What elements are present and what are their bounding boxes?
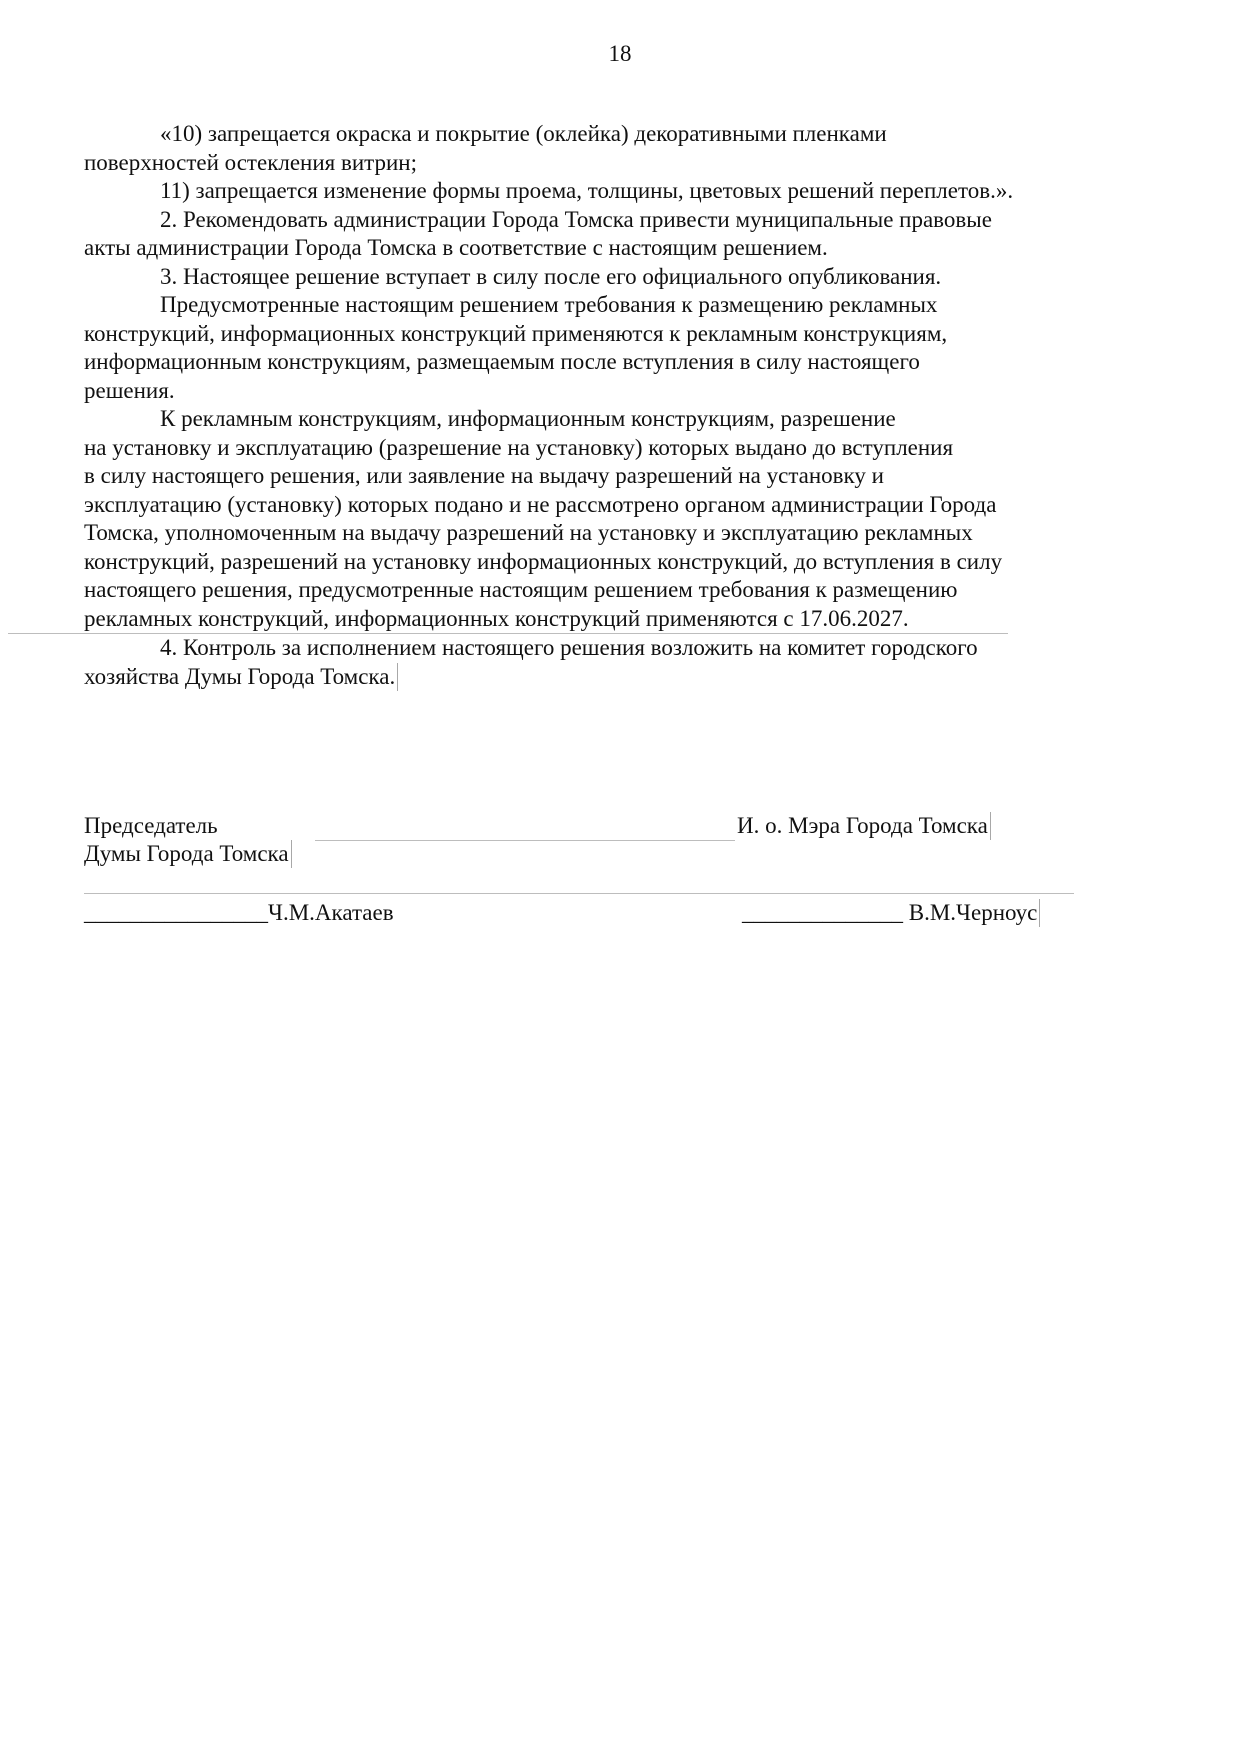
paragraph-line: информационным конструкциям, размещаемым после вступления в силу настоящего (84, 349, 920, 374)
paragraph-line: «10) запрещается окраска и покрытие (оклейка) декоративными пленками (160, 121, 887, 146)
paragraph-line: 2. Рекомендовать администрации Города Томска привести муниципальные правовые (160, 206, 992, 232)
paragraph-line: хозяйства Думы Города Томска. (8, 663, 398, 692)
document-body (84, 120, 1084, 691)
paragraph-line: в силу настоящего решения, или заявление на выдачу разрешений на установку и (84, 463, 884, 488)
paragraph-point-2 (84, 206, 1084, 263)
paragraph-line: К рекламным конструкциям, информационным конструкциям, разрешение (160, 406, 896, 431)
paragraph-line: 11) запрещается изменение формы проема, толщины, цветовых решений переплетов.». (160, 178, 1014, 203)
paragraph-line: Томска, уполномоченным на выдачу разрешений на установку и эксплуатацию рекламных (84, 520, 973, 545)
paragraph-line: поверхностей остекления витрин; (84, 149, 418, 175)
paragraph-point-4 (84, 634, 1084, 691)
paragraph-existing-constructions (84, 405, 1084, 634)
paragraph-line: акты администрации Города Томска в соответствие с настоящим решением. (84, 235, 828, 260)
paragraph-line: на установку и эксплуатацию (разрешение на установку) которых выдано до вступления (84, 434, 954, 460)
paragraph-line: рекламных конструкций, информационных конструкций применяются с 17.06.2027. (8, 605, 1008, 635)
paragraph-requirements (84, 291, 1084, 405)
paragraph-line: эксплуатацию (установку) которых подано и не рассмотрено органом администрации Города (84, 491, 997, 517)
paragraph-line: 4. Контроль за исполнением настоящего решения возложить на комитет городского (160, 635, 978, 660)
paragraph-line: Предусмотренные настоящим решением требования к размещению рекламных (160, 292, 938, 317)
page-number: 18 (608, 41, 632, 66)
paragraph-item-11 (84, 177, 1084, 206)
paragraph-point-3 (84, 263, 1084, 292)
paragraph-line: настоящего решения, предусмотренные настоящим решением требования к размещению (84, 577, 958, 602)
chairman-title: Председатель (84, 813, 218, 838)
signature-divider (84, 893, 1074, 894)
acting-mayor-title: И. о. Мэра Города Томска (737, 812, 991, 840)
paragraph-line: 3. Настоящее решение вступает в силу после его официального опубликования. (160, 263, 942, 289)
signature-divider (315, 840, 735, 841)
mayor-signature-line: ______________ В.М.Черноус (742, 899, 1040, 927)
paragraph-line: конструкций, разрешений на установку информационных конструкций, до вступления в силу (84, 548, 1003, 574)
paragraph-line: решения. (84, 377, 175, 403)
city-duma-label: Думы Города Томска (84, 840, 292, 868)
paragraph-item-10 (84, 120, 1084, 177)
paragraph-line: конструкций, информационных конструкций применяются к рекламным конструкциям, (84, 320, 948, 346)
chairman-signature-line: ________________Ч.М.Акатаев (84, 900, 394, 925)
